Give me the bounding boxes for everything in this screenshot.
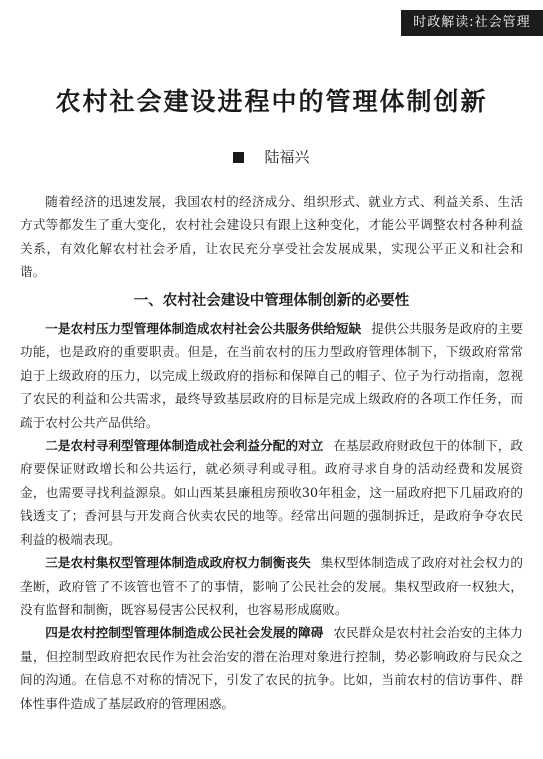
- point-lead-3: 三是农村集权型管理体制造成政府权力制衡丧失: [45, 555, 311, 571]
- intro-paragraph: 随着经济的迅速发展，我国农村的经济成分、组织形式、就业方式、利益关系、生活方式等都发生了重大变化，农村社会建设只有跟上这种变化，才能公平调整农村各种利益关系，有效化解农村社会矛盾，让农民充分享受社会发展成果，实现公平正义和社会和谐。: [20, 194, 523, 280]
- point-lead-1: 一是农村压力型管理体制造成农村社会公共服务供给短缺: [45, 321, 362, 337]
- author-line: [0, 146, 543, 167]
- section-heading: 一、农村社会建设中管理体制创新的必要性: [133, 292, 410, 309]
- point-paragraph-1: [20, 317, 523, 434]
- point-text-3: 集权型体制造成了政府对社会权力的垄断，政府管了不该管也管不了的事情，影响了公民社会的发展。集权型政府一权独大，没有监督和制衡，既容易侵害公民权利，也容易形成腐败。: [20, 555, 524, 617]
- point-lead-2: 二是农村寻利型管理体制造成社会利益分配的对立: [45, 438, 324, 454]
- square-bullet-icon: [233, 152, 244, 163]
- column-tag: 时政解读:社会管理: [401, 10, 543, 36]
- point-text-2: 在基层政府财政包干的体制下，政府要保证财政增长和公共运行，就必须寻利或寻租。政府寻求自身的活动经费和发展资金，也需要寻找利益源泉。如山西某县廉租房预收30年租金，这一届政府把下几届政府的钱透支了；香河县与开发商合伙卖农民的地等。经常出问题的强制拆迁，是政府争夺农民利益的极端表现。: [20, 438, 524, 547]
- author-name: 陆福兴: [264, 148, 310, 166]
- article-body: [20, 190, 523, 715]
- point-paragraph-4: [20, 621, 523, 715]
- point-paragraph-3: [20, 551, 523, 621]
- point-text-1: 提供公共服务是政府的主要功能，也是政府的重要职责。但是，在当前农村的压力型政府管理体制下，下级政府常常迫于上级政府的压力，以完成上级政府的指标和保障自己的帽子、位子为行动指南，忽视了农民的利益和公共需求，最终导致基层政府的目标是完成上级政府的各项工作任务，而疏于农村公共产品供给。: [20, 321, 524, 430]
- point-paragraph-2: [20, 434, 523, 551]
- article-title: 农村社会建设进程中的管理体制创新: [55, 87, 488, 116]
- point-text-4: 农民群众是农村社会治安的主体力量，但控制型政府把农民作为社会治安的潜在治理对象进行控制，势必影响政府与民众之间的沟通。在信息不对称的情况下，引发了农民的抗争。比如，当前农村的信访事件、群体性事件造成了基层政府的管理困惑。: [20, 625, 524, 711]
- point-lead-4: 四是农村控制型管理体制造成公民社会发展的障碍: [45, 625, 324, 641]
